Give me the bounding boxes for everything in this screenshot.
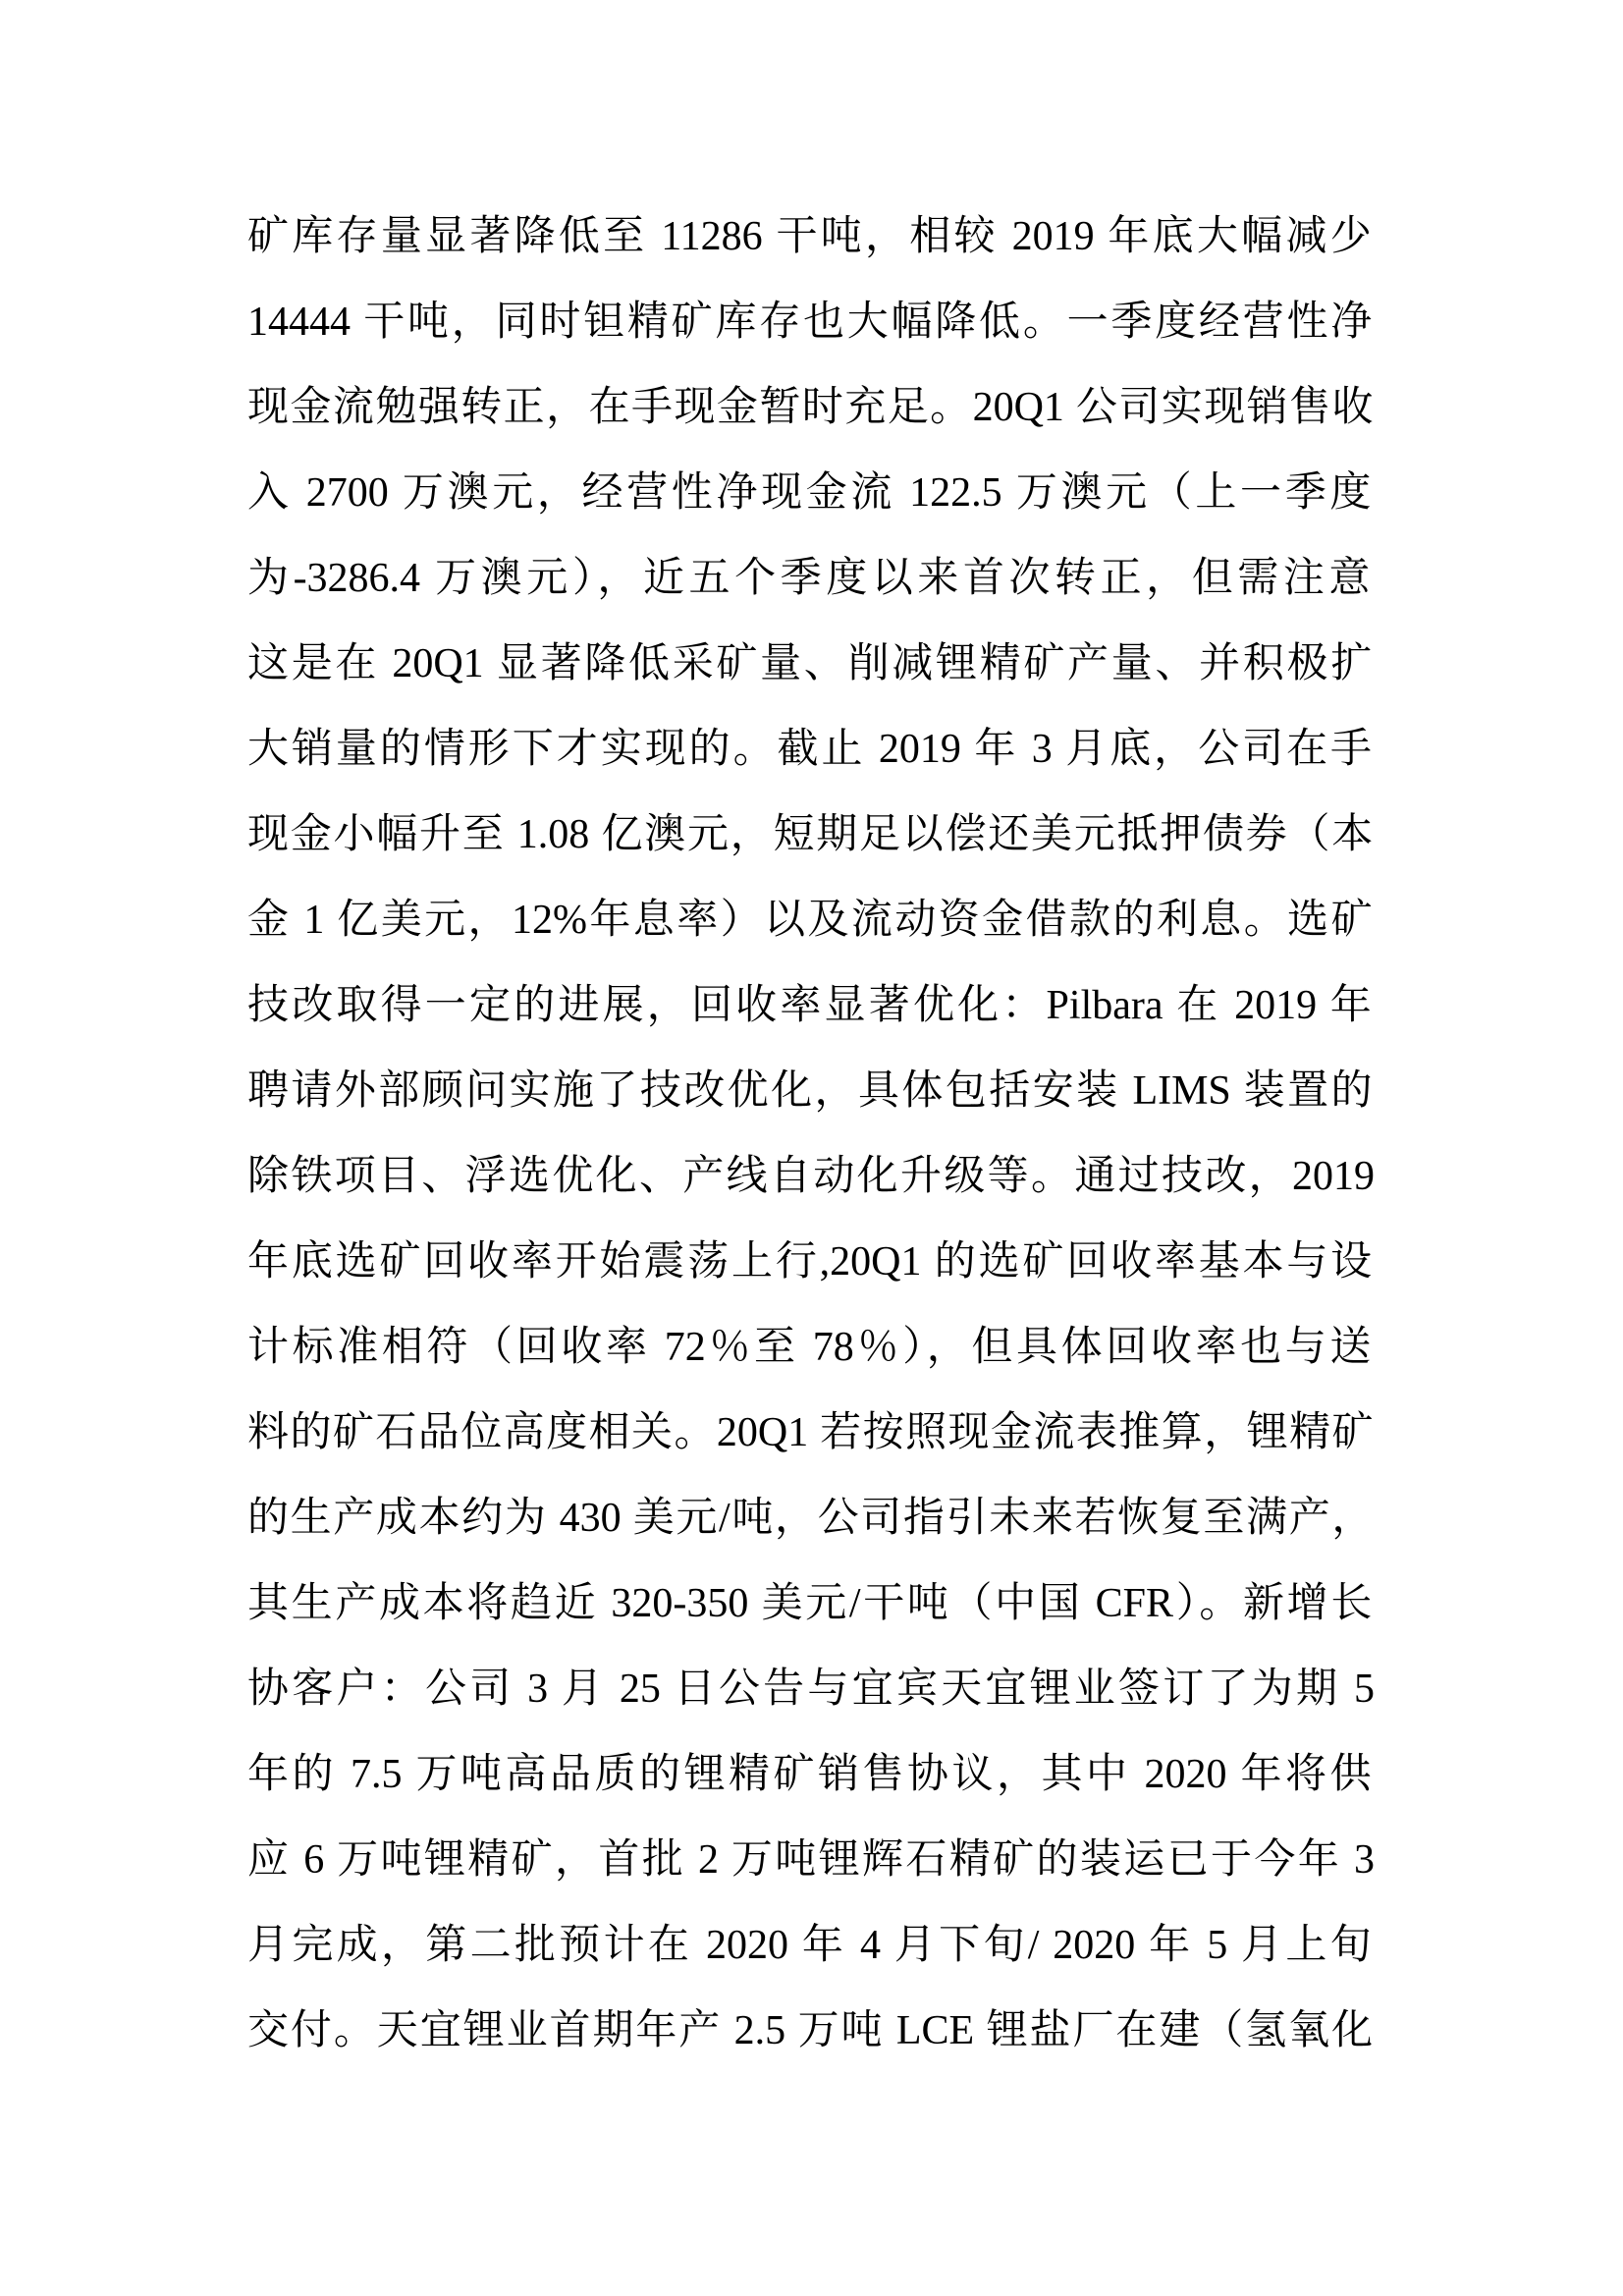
text-line-20: 应 6 万吨锂精矿，首批 2 万吨锂辉石精矿的装运已于今年 3 — [247, 1837, 1375, 1883]
text-line-7: 大销量的情形下才实现的。截止 2019 年 3 月底，公司在手 — [247, 727, 1375, 772]
text-line-15: 料的矿石品位高度相关。20Q1 若按照现金流表推算，锂精矿 — [247, 1410, 1375, 1455]
text-line-3: 现金流勉强转正，在手现金暂时充足。20Q1 公司实现销售收 — [247, 385, 1375, 430]
text-line-21: 月完成，第二批预计在 2020 年 4 月下旬/ 2020 年 5 月上旬 — [247, 1923, 1375, 1968]
text-line-1: 矿库存量显著降低至 11286 干吨，相较 2019 年底大幅减少 — [247, 214, 1375, 259]
text-line-17: 其生产成本将趋近 320-350 美元/干吨（中国 CFR）。新增长 — [247, 1581, 1375, 1626]
text-line-10: 技改取得一定的进展，回收率显著优化：Pilbara 在 2019 年 — [247, 983, 1375, 1028]
text-line-6: 这是在 20Q1 显著降低采矿量、削减锂精矿产量、并积极扩 — [247, 641, 1375, 686]
text-line-12: 除铁项目、浮选优化、产线自动化升级等。通过技改，2019 — [247, 1154, 1375, 1199]
text-line-8: 现金小幅升至 1.08 亿澳元，短期足以偿还美元抵押债券（本 — [247, 812, 1375, 857]
text-line-5: 为-3286.4 万澳元），近五个季度以来首次转正，但需注意 — [247, 556, 1375, 601]
text-line-2: 14444 干吨，同时钽精矿库存也大幅降低。一季度经营性净 — [247, 300, 1375, 345]
text-line-4: 入 2700 万澳元，经营性净现金流 122.5 万澳元（上一季度 — [247, 470, 1375, 516]
text-line-9: 金 1 亿美元，12%年息率）以及流动资金借款的利息。选矿 — [247, 898, 1375, 943]
paragraph-text-block — [247, 194, 1375, 2074]
text-line-16: 的生产成本约为 430 美元/吨，公司指引未来若恢复至满产， — [247, 1496, 1375, 1541]
text-line-22: 交付。天宜锂业首期年产 2.5 万吨 LCE 锂盐厂在建（氢氧化 — [247, 2008, 1375, 2053]
text-line-11: 聘请外部顾问实施了技改优化，具体包括安装 LIMS 装置的 — [247, 1068, 1375, 1114]
text-line-19: 年的 7.5 万吨高品质的锂精矿销售协议，其中 2020 年将供 — [247, 1752, 1375, 1797]
text-line-13: 年底选矿回收率开始震荡上行,20Q1 的选矿回收率基本与设 — [247, 1239, 1375, 1285]
text-line-14: 计标准相符（回收率 72％至 78％），但具体回收率也与送 — [247, 1325, 1375, 1370]
text-line-18: 协客户：公司 3 月 25 日公告与宜宾天宜锂业签订了为期 5 — [247, 1667, 1375, 1712]
